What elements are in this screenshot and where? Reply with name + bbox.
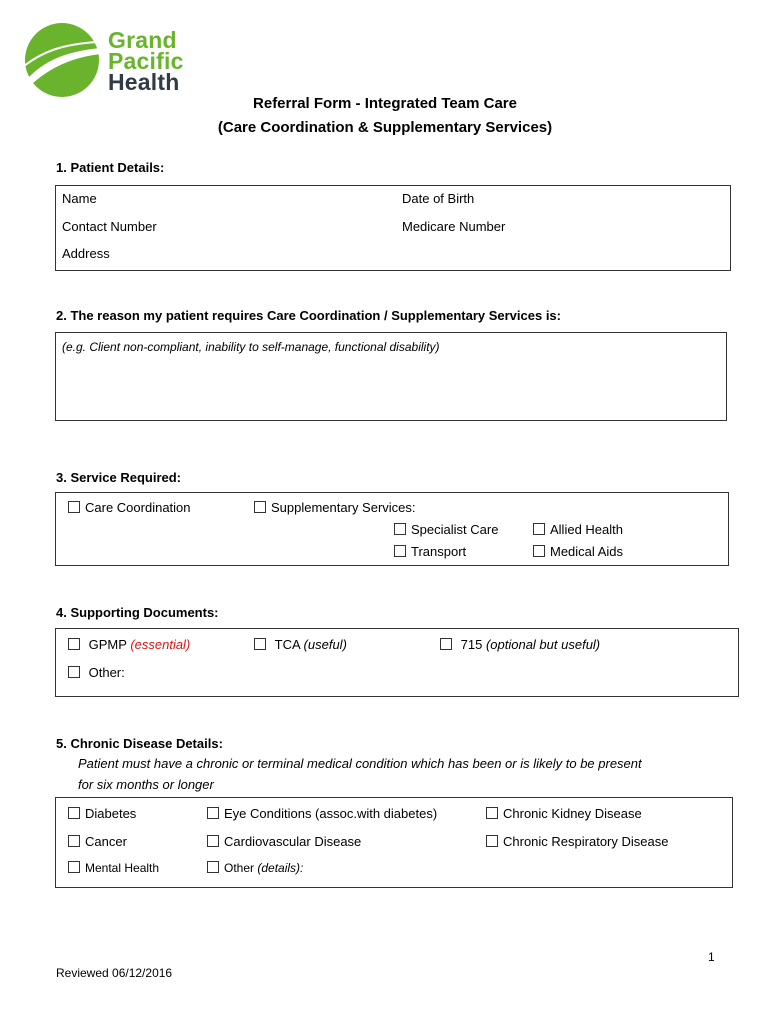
715-label: 715 xyxy=(460,637,483,652)
eye-conditions-option[interactable] xyxy=(207,806,437,821)
section-1-title: 1. Patient Details: xyxy=(56,160,165,175)
diabetes-option[interactable] xyxy=(68,806,136,821)
cardiovascular-option[interactable] xyxy=(207,834,361,849)
gpmp-label: GPMP xyxy=(88,637,127,652)
cancer-option[interactable] xyxy=(68,834,127,849)
checkbox-icon[interactable] xyxy=(486,807,498,819)
care-coordination-option[interactable] xyxy=(68,500,191,515)
checkbox-icon[interactable] xyxy=(68,666,80,678)
cancer-label: Cancer xyxy=(85,834,127,849)
checkbox-icon[interactable] xyxy=(68,638,80,650)
section-4-title: 4. Supporting Documents: xyxy=(56,605,219,620)
tca-note: (useful) xyxy=(303,637,347,652)
other-document-option[interactable] xyxy=(68,665,125,680)
medical-aids-option[interactable] xyxy=(533,544,623,559)
specialist-care-label: Specialist Care xyxy=(411,522,499,537)
dob-field-label[interactable]: Date of Birth xyxy=(402,191,475,206)
chronic-note-line-2: for six months or longer xyxy=(78,777,214,792)
allied-health-option[interactable] xyxy=(533,522,623,537)
medical-aids-label: Medical Aids xyxy=(550,544,623,559)
checkbox-icon[interactable] xyxy=(207,861,219,873)
other-disease-label: Other xyxy=(224,861,255,875)
logo-wordmark xyxy=(108,27,184,95)
reason-hint: (e.g. Client non-compliant, inability to self-manage, functional disability) xyxy=(62,340,440,354)
cardiovascular-label: Cardiovascular Disease xyxy=(224,834,362,849)
section-2-title: 2. The reason my patient requires Care Coordination / Supplementary Services is: xyxy=(56,308,561,323)
gpmp-note: (essential) xyxy=(130,637,191,652)
contact-field-label[interactable]: Contact Number xyxy=(62,219,157,234)
checkbox-icon[interactable] xyxy=(533,523,545,535)
checkbox-icon[interactable] xyxy=(254,638,266,650)
logo-emblem-icon xyxy=(22,22,106,100)
logo xyxy=(22,22,202,102)
transport-label: Transport xyxy=(411,544,467,559)
checkbox-icon[interactable] xyxy=(486,835,498,847)
gpmp-option[interactable] xyxy=(68,637,190,652)
checkbox-icon[interactable] xyxy=(440,638,452,650)
checkbox-icon[interactable] xyxy=(68,861,80,873)
page-number: 1 xyxy=(708,950,715,964)
checkbox-icon[interactable] xyxy=(533,545,545,557)
checkbox-icon[interactable] xyxy=(394,545,406,557)
other-document-label: Other: xyxy=(88,665,125,680)
checkbox-icon[interactable] xyxy=(68,835,80,847)
checkbox-icon[interactable] xyxy=(68,807,80,819)
form-subtitle: (Care Coordination & Supplementary Services) xyxy=(217,119,553,136)
715-note: (optional but useful) xyxy=(485,637,601,652)
tca-label: TCA xyxy=(274,637,300,652)
mental-health-label: Mental Health xyxy=(85,861,160,875)
logo-line-health: Health xyxy=(108,69,180,95)
tca-option[interactable] xyxy=(254,637,347,652)
medicare-field-label[interactable]: Medicare Number xyxy=(402,219,506,234)
respiratory-disease-option[interactable] xyxy=(486,834,668,849)
checkbox-icon[interactable] xyxy=(207,807,219,819)
logo-line-grand: Grand xyxy=(108,27,177,53)
form-title: Referral Form - Integrated Team Care xyxy=(253,95,517,112)
checkbox-icon[interactable] xyxy=(394,523,406,535)
715-option[interactable] xyxy=(440,637,600,652)
section-3-title: 3. Service Required: xyxy=(56,470,181,485)
address-field-label[interactable]: Address xyxy=(62,246,110,261)
checkbox-icon[interactable] xyxy=(68,501,80,513)
supplementary-services-label: Supplementary Services: xyxy=(271,500,416,515)
name-field-label[interactable]: Name xyxy=(62,191,97,206)
specialist-care-option[interactable] xyxy=(394,522,498,537)
chronic-note-line-1: Patient must have a chronic or terminal medical condition which has been or is likely to be present xyxy=(78,756,642,771)
kidney-disease-label: Chronic Kidney Disease xyxy=(503,806,642,821)
other-disease-option[interactable] xyxy=(207,861,303,875)
logo-line-pacific: Pacific xyxy=(108,48,184,74)
eye-conditions-label: Eye Conditions (assoc.with diabetes) xyxy=(224,806,438,821)
transport-option[interactable] xyxy=(394,544,466,559)
section-5-title: 5. Chronic Disease Details: xyxy=(56,736,223,751)
care-coordination-label: Care Coordination xyxy=(85,500,191,515)
diabetes-label: Diabetes xyxy=(85,806,137,821)
other-disease-note: (details): xyxy=(257,861,304,875)
supplementary-services-option[interactable] xyxy=(254,500,416,515)
checkbox-icon[interactable] xyxy=(254,501,266,513)
respiratory-disease-label: Chronic Respiratory Disease xyxy=(503,834,669,849)
mental-health-option[interactable] xyxy=(68,861,159,875)
kidney-disease-option[interactable] xyxy=(486,806,642,821)
reviewed-date: Reviewed 06/12/2016 xyxy=(56,966,173,980)
checkbox-icon[interactable] xyxy=(207,835,219,847)
allied-health-label: Allied Health xyxy=(550,522,623,537)
